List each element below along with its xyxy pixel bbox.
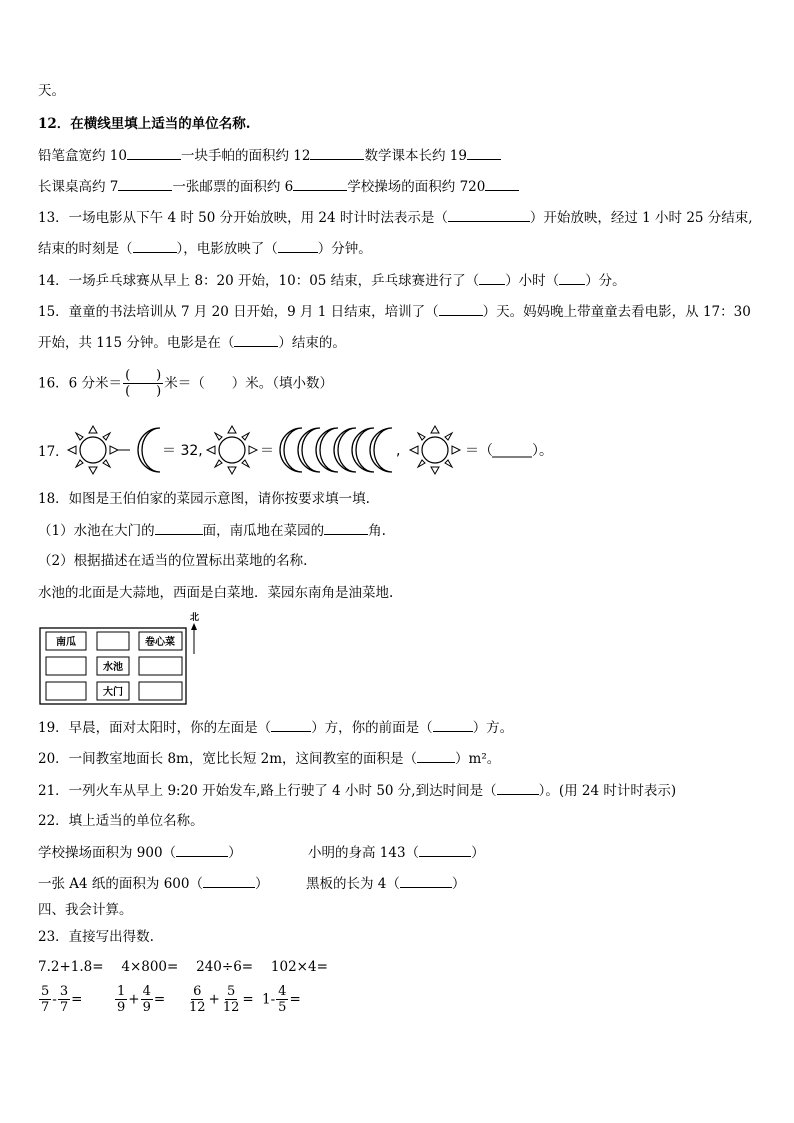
answer-blank[interactable]: [419, 843, 471, 857]
answer-blank[interactable]: [234, 333, 278, 347]
answer-blank[interactable]: [133, 239, 177, 253]
q18-part1: （1）水池在大门的 面，南瓜地在菜园的 角.: [38, 523, 386, 539]
moon-icon: [334, 428, 356, 472]
answer-blank[interactable]: [293, 177, 347, 191]
svg-text:南瓜: 南瓜: [56, 637, 76, 648]
q21-line: 21．一列火车从早上 9:20 开始发车,路上行驶了 4 小时 50 分,到达时间是（ ）。(用 24 时计时表示): [38, 783, 677, 799]
q22-row1-right: 小明的身高 143（ ）: [308, 845, 485, 861]
q19-line: 19．早晨，面对太阳时，你的左面是（ ）方，你的前面是（ ）方。: [38, 720, 514, 736]
q17-comma: ,: [396, 443, 401, 459]
plot-empty[interactable]: [139, 657, 182, 675]
arrow-head-icon: [191, 623, 197, 630]
q22-row2-left: 一张 A4 纸的面积为 600（ ）: [38, 876, 269, 892]
q20-line: 20．一间教室地面长 8m，宽比长短 2m，这间教室的面积是（ ）m²。: [38, 751, 501, 767]
fraction-expr-2: $\frac{1}{9}$ + $\frac{4}{9}$ =: [117, 984, 166, 1015]
plot-empty[interactable]: [46, 657, 86, 675]
svg-text:水池: 水池: [103, 662, 123, 673]
q17-figure: [60, 420, 560, 480]
q17-end: ）。: [532, 443, 553, 459]
q16-line: 16．6 分米＝ $\frac{( )}{( )}$ 米＝（ ）米。（填小数）: [38, 368, 333, 399]
q18-title: 18．如图是王伯伯家的菜园示意图，请你按要求填一填.: [38, 491, 370, 507]
answer-blank[interactable]: [324, 521, 368, 535]
answer-blank[interactable]: [485, 177, 519, 191]
moon-icon: [138, 428, 160, 472]
svg-text:卷心菜: 卷心菜: [145, 637, 175, 648]
moon-icon: [352, 428, 374, 472]
fraction-expr-3: $\frac{6}{12}$ + $\frac{5}{12}$ =: [189, 984, 254, 1015]
q17-eq1: ＝ 32,: [162, 443, 203, 459]
q15-line2: 开始，共 115 分钟。电影是在（ ）结束的。: [38, 335, 346, 351]
q12-row2: 长课桌高约 7 一张邮票的面积约 6 学校操场的面积约 720: [38, 177, 519, 196]
answer-blank[interactable]: [155, 521, 203, 535]
answer-blank[interactable]: [127, 146, 181, 160]
answer-blank[interactable]: [433, 718, 473, 732]
q18-desc: 水池的北面是大蒜地，西面是白菜地．菜园东南角是油菜地.: [38, 585, 394, 601]
answer-blank[interactable]: [417, 749, 455, 763]
q22-title: 22．填上适当的单位名称。: [38, 813, 204, 829]
answer-blank[interactable]: [310, 146, 364, 160]
sun-icon: [68, 426, 118, 474]
answer-blank[interactable]: [271, 718, 311, 732]
q14-line: 14．一场乒乓球赛从早上 8：20 开始，10：05 结束，乒乓球赛进行了（ ）小时（ ）分。: [38, 273, 626, 289]
fraction-expr-1: $\frac{5}{7}$ - $\frac{3}{7}$ =: [41, 984, 83, 1015]
svg-text:大门: 大门: [103, 687, 123, 698]
answer-blank[interactable]: [559, 271, 585, 285]
q23-title: 23．直接写出得数.: [38, 929, 154, 945]
q17-label: 17．: [38, 444, 69, 460]
answer-blank[interactable]: [278, 239, 318, 253]
answer-blank[interactable]: [400, 874, 452, 888]
plot-empty[interactable]: [97, 632, 129, 650]
q15-line1: 15．童童的书法培训从 7 月 20 日开始，9 月 1 日结束，培训了（ ）天。妈妈晚上带童童去看电影，从 17：30: [38, 304, 751, 320]
answer-blank[interactable]: [118, 177, 172, 191]
answer-blank[interactable]: [176, 843, 228, 857]
q22-row2-right: 黑板的长为 4（ ）: [306, 876, 466, 892]
q22-row1-left: 学校操场面积为 900（ ）: [38, 845, 242, 861]
q17-eq2: ＝: [260, 443, 274, 459]
answer-blank[interactable]: [467, 146, 501, 160]
section-heading: 四、我会计算。: [38, 902, 133, 918]
answer-blank[interactable]: [203, 874, 255, 888]
q18-part2: （2）根据描述在适当的位置标出菜地的名称.: [38, 553, 308, 569]
q13-line1: 13．一场电影从下午 4 时 50 分开始放映，用 24 时计时法表示是（ ）开始放映，经过 1 小时 25 分结束,: [38, 210, 753, 226]
north-label: 北: [190, 613, 200, 623]
sun-icon: [207, 426, 257, 474]
text-line: 天。: [38, 83, 65, 99]
q17-eq3: ＝（: [465, 443, 493, 459]
q12-row1: 铅笔盒宽约 10 一块手帕的面积约 12 数学课本长约 19: [38, 146, 501, 165]
moon-icon: [298, 428, 320, 472]
fraction-blank[interactable]: $\frac{( )}{( )}$: [125, 368, 162, 399]
answer-blank[interactable]: [479, 271, 505, 285]
plot-empty[interactable]: [139, 682, 182, 700]
moon-icon: [280, 428, 302, 472]
q12-title: 12．在横线里填上适当的单位名称.: [38, 116, 251, 132]
answer-blank[interactable]: [497, 781, 539, 795]
moon-icon: [316, 428, 338, 472]
answer-blank[interactable]: [448, 208, 530, 222]
q13-line2: 结束的时刻是（ ），电影放映了（ ）分钟。: [38, 241, 372, 257]
garden-map: [38, 610, 203, 710]
plot-empty[interactable]: [46, 682, 86, 700]
fraction-expr-4: 1- $\frac{4}{5}$ =: [262, 984, 301, 1015]
answer-blank[interactable]: [439, 302, 483, 316]
q23-row1: 7.2+1.8= 4×800= 240÷6= 102×4=: [38, 959, 328, 975]
moon-icon: [370, 428, 392, 472]
sun-icon: [410, 426, 460, 474]
